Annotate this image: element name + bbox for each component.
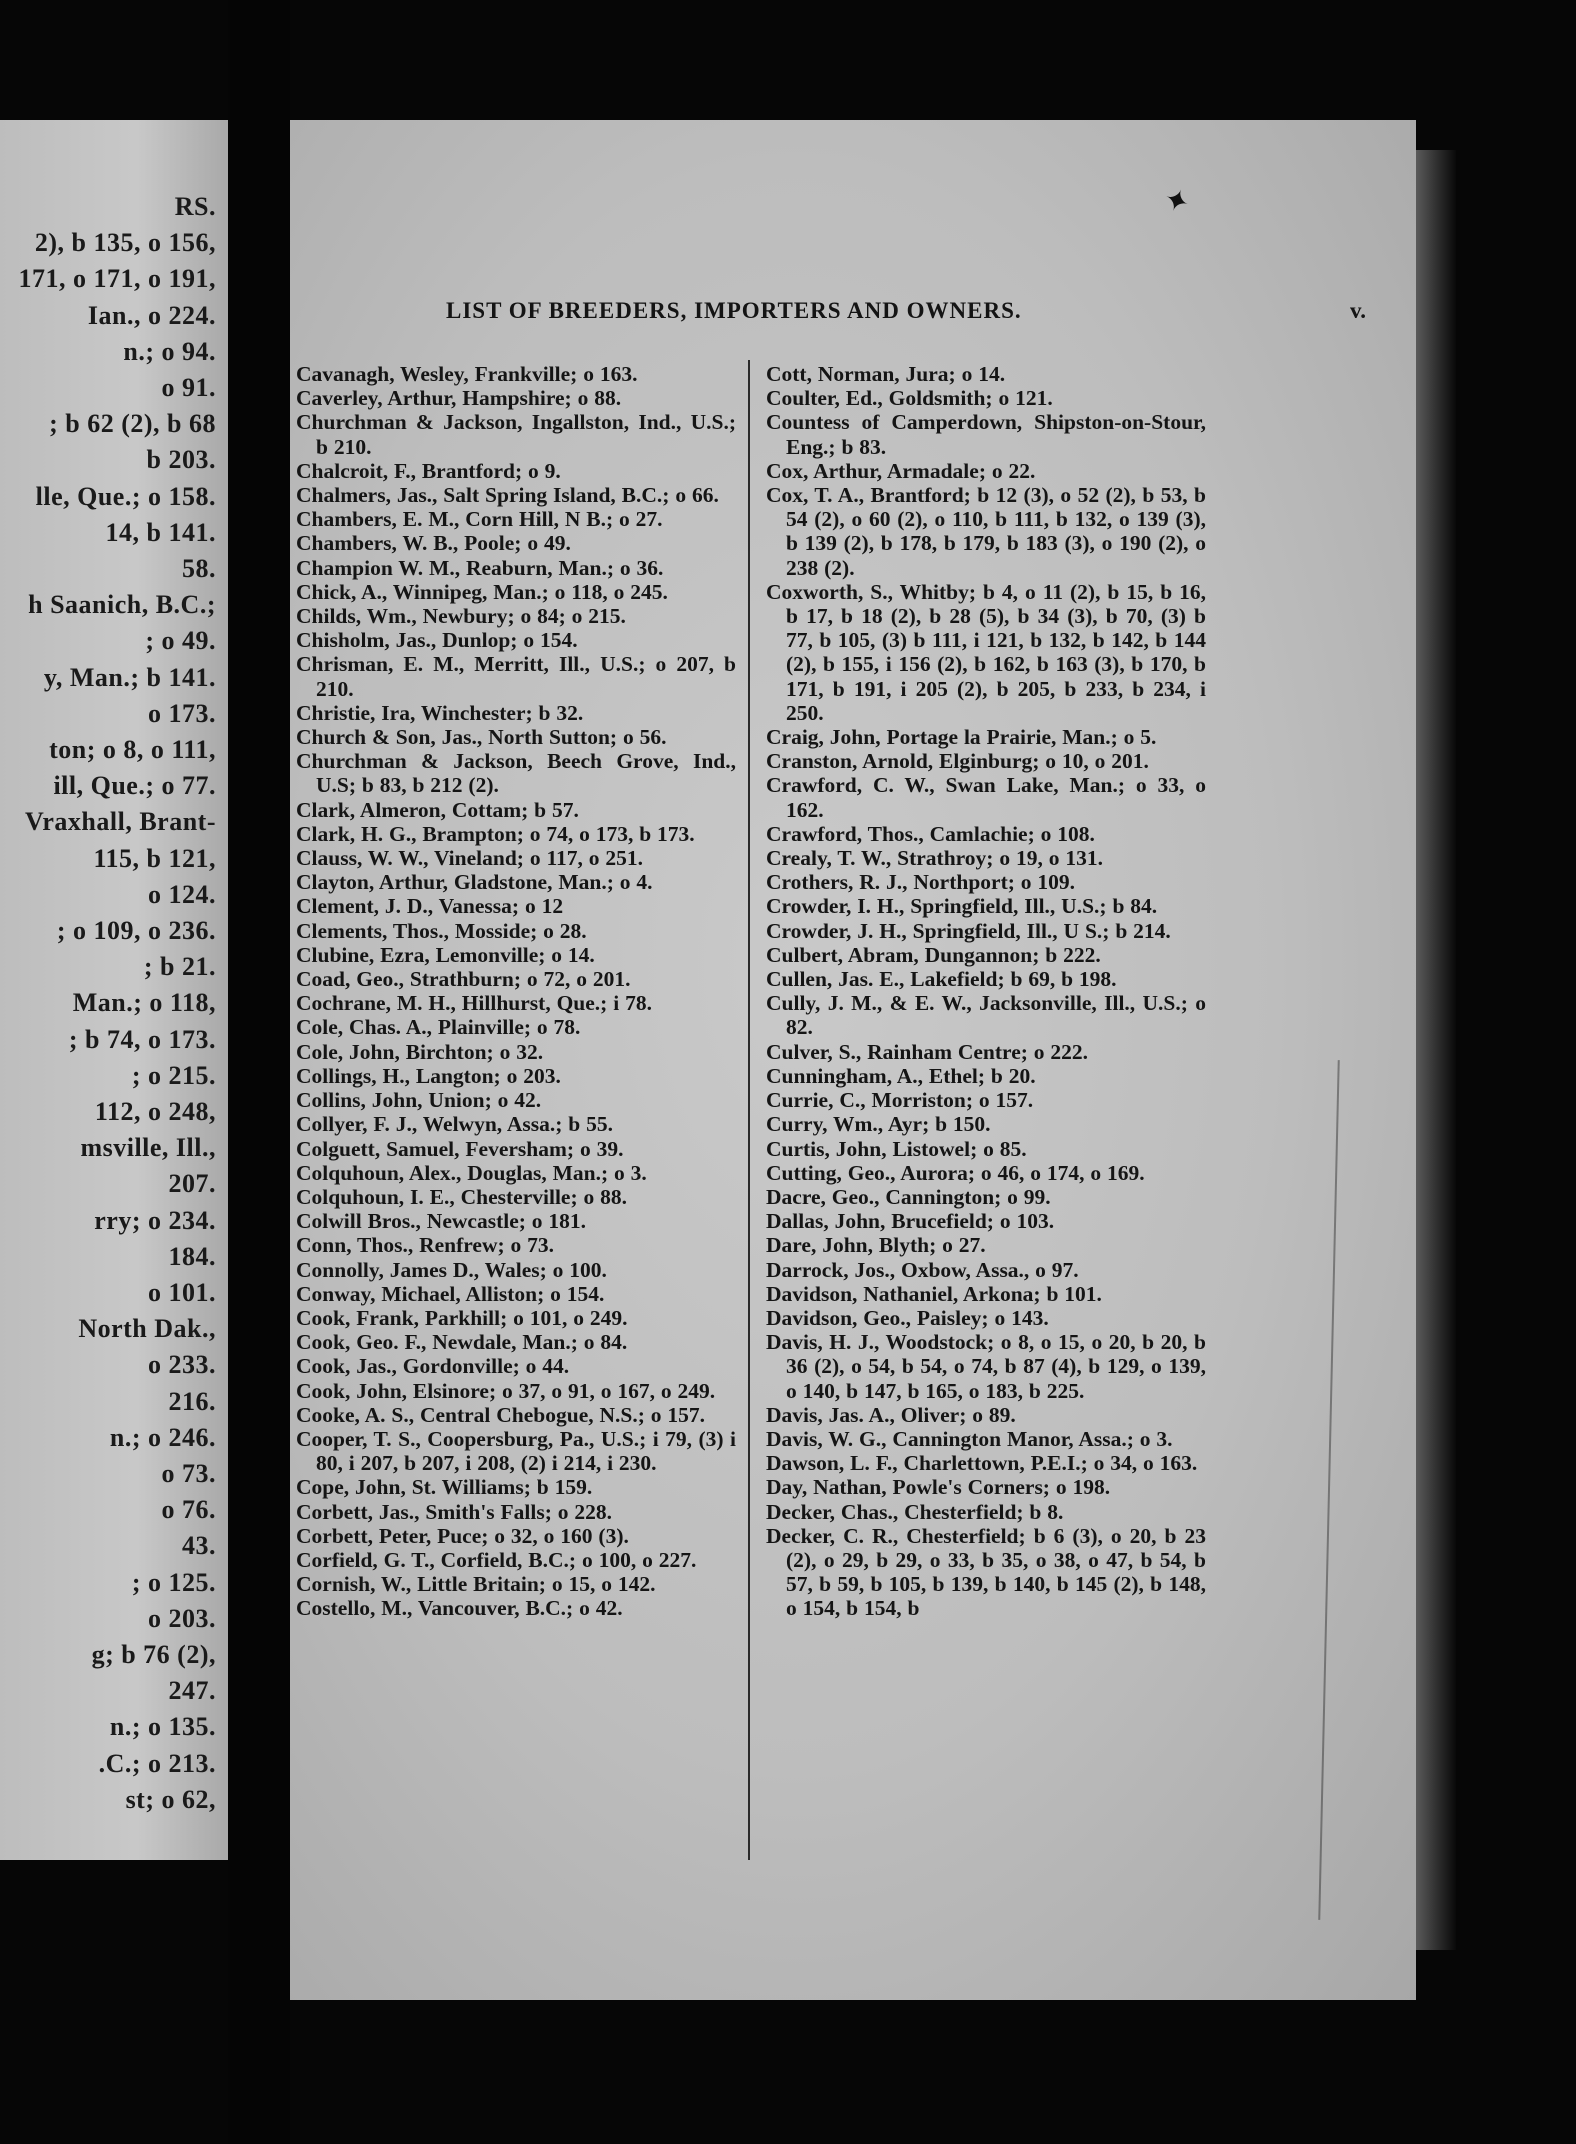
index-entry: Cook, Jas., Gordonville; o 44. [296,1354,570,1379]
index-entry: Crowder, I. H., Springfield, Ill., U.S.; b 84. [766,894,1158,919]
index-entry: Clark, H. G., Brampton; o 74, o 173, b 173. [296,821,695,846]
left-page-line: ; b 62 (2), b 68 [49,409,216,439]
left-page-line: ill, Que.; o 77. [53,771,216,801]
left-page-line: ; o 125. [131,1567,216,1597]
index-entry: Coad, Geo., Strathburn; o 72, o 201. [296,967,631,992]
index-entry: Chambers, E. M., Corn Hill, N B.; o 27. [296,507,663,532]
index-entry: Colwill Bros., Newcastle; o 181. [296,1209,587,1234]
left-page-line: st; o 62, [125,1784,216,1814]
left-page-line: lle, Que.; o 158. [35,481,216,511]
index-entry: Darrock, Jos., Oxbow, Assa., o 97. [766,1257,1079,1282]
left-page-line: 184. [168,1241,216,1271]
left-page-line: h Saanich, B.C.; [28,590,216,620]
index-entry: Crothers, R. J., Northport; o 109. [766,870,1076,895]
left-page-line: ; o 49. [145,626,216,656]
index-entry: Cox, Arthur, Armadale; o 22. [766,458,1036,483]
left-page-line: ton; o 8, o 111, [49,735,216,764]
index-entry: Dallas, John, Brucefield; o 103. [766,1209,1055,1234]
left-page-line: o 203. [148,1603,216,1633]
index-entry: Crawford, C. W., Swan Lake, Man.; o 33, o 162. [766,773,1206,822]
left-page-line: 115, b 121, [93,843,216,873]
index-entry: Cook, Frank, Parkhill; o 101, o 249. [296,1305,628,1330]
left-page-line: n.; o 94. [123,336,216,366]
left-page-line: 14, b 141. [105,517,216,547]
index-entry: Conn, Thos., Renfrew; o 73. [296,1233,555,1258]
index-entry: Costello, M., Vancouver, B.C.; o 42. [296,1596,623,1621]
index-entry: Collyer, F. J., Welwyn, Assa.; b 55. [296,1112,613,1137]
page-title: LIST OF BREEDERS, IMPORTERS AND OWNERS. [446,298,1022,323]
index-entry: Corfield, G. T., Corfield, B.C.; o 100, o 227. [296,1547,697,1572]
index-entry: Day, Nathan, Powle's Corners; o 198. [766,1475,1111,1500]
left-page-line: n.; o 135. [109,1712,216,1742]
index-entry: Chrisman, E. M., Merritt, Ill., U.S.; o 207, b 210. [296,652,736,701]
left-page-line: RS. [174,192,216,221]
index-entry: Champion W. M., Reaburn, Man.; o 36. [296,555,664,580]
left-page-fragment [0,120,228,1860]
index-entry: Cornish, W., Little Britain; o 15, o 142. [296,1572,656,1597]
index-entry: Colguett, Samuel, Feversham; o 39. [296,1136,624,1161]
index-entry: Corbett, Jas., Smith's Falls; o 228. [296,1499,613,1524]
index-entry: Currie, C., Morriston; o 157. [766,1088,1034,1113]
left-page-line: 58. [182,554,216,583]
index-entry: Cutting, Geo., Aurora; o 46, o 174, o 169. [766,1160,1145,1185]
left-page-line: Man.; o 118, [72,988,216,1018]
index-entry: Crealy, T. W., Strathroy; o 19, o 131. [766,846,1103,871]
left-page-line: Ian., o 224. [87,300,216,330]
index-entry: Cully, J. M., & E. W., Jacksonville, Ill., U.S.; o 82. [766,991,1206,1040]
index-entry: Cox, T. A., Brantford; b 12 (3), o 52 (2), b 53, b 54 (2), o 60 (2), o 110, b 111, b 132, o 139 (3), b 139 (2), b 178, b 179, b 183 (3), o 190 (2), o 238 (2). [766,483,1206,580]
index-entry: Connolly, James D., Wales; o 100. [296,1257,607,1282]
left-page-line: ; o 215. [131,1060,216,1090]
column-divider [748,360,750,1860]
index-entry: Coxworth, S., Whitby; b 4, o 11 (2), b 15, b 16, b 17, b 18 (2), b 28 (5), b 34 (3), b 70, (3) b 77, b 105, (3) b 111, i 121, b 132, b 142, b 144 (2), b 155, i 156 (2), b 162, b 163 (3), b 170, b 171, b 191, i 205 (2), b 205, b 233, b 234, i 250. [766,579,1206,725]
index-entry: Davis, Jas. A., Oliver; o 89. [766,1402,1016,1427]
index-entry: Cochrane, M. H., Hillhurst, Que.; i 78. [296,991,652,1016]
left-page-line: North Dak., [78,1314,216,1344]
index-entry: Davis, H. J., Woodstock; o 8, o 15, o 20, b 20, b 36 (2), o 54, b 54, o 74, b 87 (4), b 129, o 139, o 140, b 147, b 165, o 183, b 225. [766,1330,1206,1403]
index-entry: Clayton, Arthur, Gladstone, Man.; o 4. [296,870,653,895]
index-entry: Chisholm, Jas., Dunlop; o 154. [296,628,578,653]
index-entry: Clauss, W. W., Vineland; o 117, o 251. [296,846,644,871]
left-page-line: n.; o 246. [109,1422,216,1452]
index-entry: Dacre, Geo., Cannington; o 99. [766,1184,1051,1209]
left-page-line: g; b 76 (2), [91,1640,216,1669]
page-number: v. [1350,298,1366,323]
index-entry: Davis, W. G., Cannington Manor, Assa.; o 3. [766,1426,1173,1451]
right-page [290,120,1416,2000]
index-entry: Cranston, Arnold, Elginburg; o 10, o 201. [766,749,1149,774]
left-page-line: 247. [168,1676,216,1706]
page-header [446,298,1366,338]
left-page-line: 112, o 248, [94,1097,216,1126]
index-entry: Cope, John, St. Williams; b 159. [296,1475,593,1500]
left-page-line: o 73. [161,1459,216,1488]
index-entry: Colquhoun, Alex., Douglas, Man.; o 3. [296,1160,647,1185]
index-entry: Conway, Michael, Alliston; o 154. [296,1281,605,1306]
index-entry: Cook, Geo. F., Newdale, Man.; o 84. [296,1330,628,1355]
left-page-line: y, Man.; b 141. [43,662,216,692]
left-page-line: 2), b 135, o 156, [34,228,216,258]
index-entry: Davidson, Nathaniel, Arkona; b 101. [766,1281,1102,1306]
index-entry: Chalmers, Jas., Salt Spring Island, B.C.; o 66. [296,483,719,508]
index-entry: Christie, Ira, Winchester; b 32. [296,700,584,725]
index-entry: Crowder, J. H., Springfield, Ill., U S.; b 214. [766,918,1171,943]
index-entry: Cole, Chas. A., Plainville; o 78. [296,1015,581,1040]
index-entry: Cooke, A. S., Central Chebogue, N.S.; o 157. [296,1402,706,1427]
index-entry: Decker, Chas., Chesterfield; b 8. [766,1499,1064,1524]
index-entry: Cooper, T. S., Coopersburg, Pa., U.S.; i 79, (3) i 80, i 207, b 207, i 208, (2) i 214, i 230. [296,1426,736,1476]
left-page-line: b 203. [146,445,216,475]
index-entry: Curtis, John, Listowel; o 85. [766,1136,1027,1161]
left-page-line: o 91. [161,373,216,402]
left-page-line: 216. [168,1386,216,1416]
index-entry: Colquhoun, I. E., Chesterville; o 88. [296,1184,628,1209]
index-entry: Collins, John, Union; o 42. [296,1088,542,1113]
index-entry: Church & Son, Jas., North Sutton; o 56. [296,725,667,750]
index-entry: Dawson, L. F., Charlettown, P.E.I.; o 34, o 163. [766,1451,1198,1476]
index-entry: Culbert, Abram, Dungannon; b 222. [766,942,1101,967]
index-entry: Cott, Norman, Jura; o 14. [766,362,1006,386]
index-entry: Cavanagh, Wesley, Frankville; o 163. [296,362,638,386]
ink-mark-icon: ✦ [1159,181,1195,222]
index-entry: Craig, John, Portage la Prairie, Man.; o 5. [766,725,1157,750]
left-page-line: .C.; o 213. [98,1748,216,1778]
index-entry: Decker, C. R., Chesterfield; b 6 (3), o 20, b 23 (2), o 29, b 29, o 33, b 35, o 38, o 47, b 54, b 57, b 59, b 105, b 139, b 140, b 145 (2), b 148, o 154, b 154, b [766,1523,1206,1621]
page-edge-shadow [1416,150,1456,1950]
left-page-line: 207. [168,1169,216,1199]
index-entry: Crawford, Thos., Camlachie; o 108. [766,821,1095,846]
left-page-line: msville, Ill., [80,1133,216,1163]
left-column [296,362,736,1621]
scratch-line [1318,1060,1340,1920]
index-entry: Clements, Thos., Mosside; o 28. [296,918,587,943]
index-entry: Cook, John, Elsinore; o 37, o 91, o 167, o 249. [296,1378,716,1403]
left-page-line: 171, o 171, o 191, [18,264,216,294]
index-entry: Curry, Wm., Ayr; b 150. [766,1112,991,1137]
left-page-line: o 173. [148,698,216,728]
book-gutter [228,0,290,2144]
left-page-line: Vraxhall, Brant- [25,807,216,837]
left-page-line: ; b 74, o 173. [68,1024,216,1054]
index-entry: Dare, John, Blyth; o 27. [766,1233,986,1258]
index-entry: Clark, Almeron, Cottam; b 57. [296,797,579,822]
left-page-line: ; b 21. [143,952,216,982]
index-entry: Corbett, Peter, Puce; o 32, o 160 (3). [296,1523,629,1548]
index-entry: Cunningham, A., Ethel; b 20. [766,1063,1036,1088]
index-entry: Caverley, Arthur, Hampshire; o 88. [296,386,622,411]
index-entry: Cole, John, Birchton; o 32. [296,1039,544,1064]
index-entry: Churchman & Jackson, Ingallston, Ind., U.S.; b 210. [296,410,736,459]
index-entry: Collings, H., Langton; o 203. [296,1063,561,1088]
left-page-line: o 101. [148,1278,216,1307]
left-page-line: ; o 109, o 236. [56,916,216,945]
index-entry: Cullen, Jas. E., Lakefield; b 69, b 198. [766,967,1117,992]
index-entry: Chick, A., Winnipeg, Man.; o 118, o 245. [296,579,668,604]
index-entry: Countess of Camperdown, Shipston-on-Stour, Eng.; b 83. [766,410,1206,459]
index-entry: Churchman & Jackson, Beech Grove, Ind., U.S; b 83, b 212 (2). [296,749,736,798]
index-entry: Culver, S., Rainham Centre; o 222. [766,1039,1089,1064]
left-page-line: o 233. [148,1350,216,1380]
left-page-line: 43. [182,1531,216,1561]
index-entry: Davidson, Geo., Paisley; o 143. [766,1305,1049,1330]
index-entry: Clubine, Ezra, Lemonville; o 14. [296,942,595,967]
index-entry: Clement, J. D., Vanessa; o 12 [296,894,564,919]
left-page-line: o 124. [148,879,216,909]
index-entry: Childs, Wm., Newbury; o 84; o 215. [296,604,626,629]
index-entry: Coulter, Ed., Goldsmith; o 121. [766,386,1053,411]
left-page-line: o 76. [161,1495,216,1525]
left-page-line: rry; o 234. [94,1205,216,1235]
index-entry: Chambers, W. B., Poole; o 49. [296,531,571,556]
right-column [766,362,1206,1621]
index-entry: Chalcroit, F., Brantford; o 9. [296,458,561,483]
